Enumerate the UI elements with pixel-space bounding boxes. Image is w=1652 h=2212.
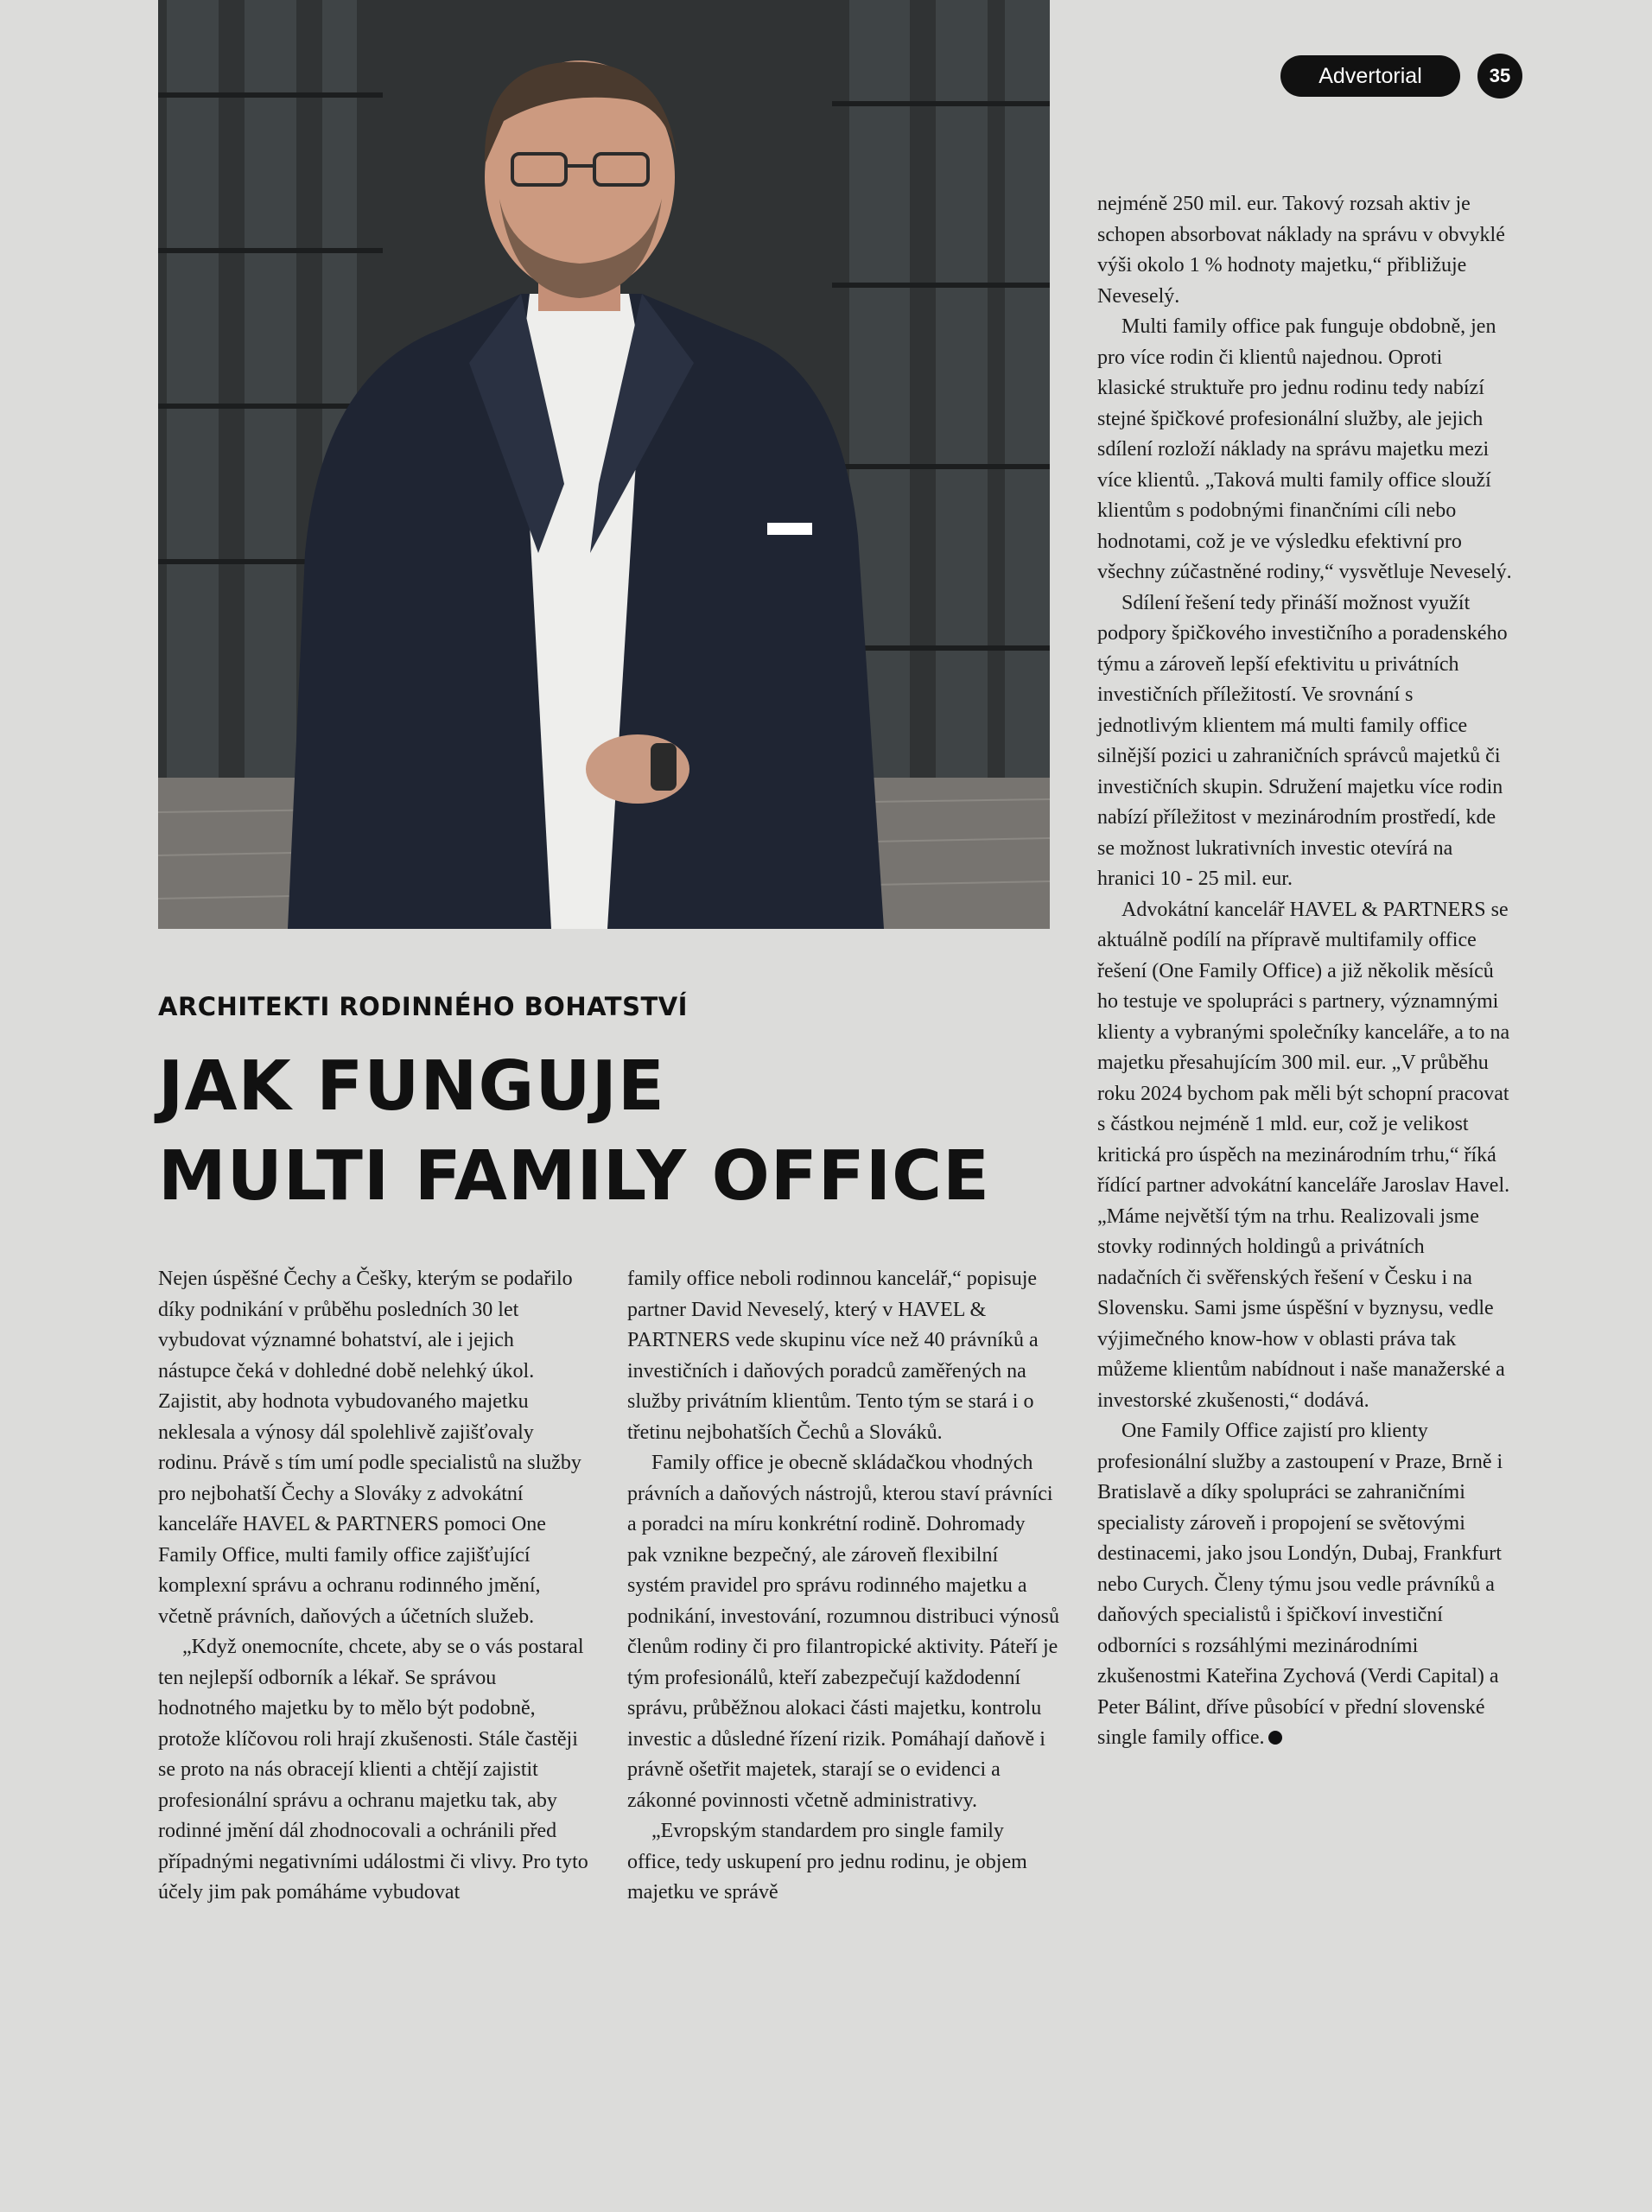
text-column-1 [158,1264,590,1909]
advertorial-badge: Advertorial [1280,55,1460,97]
portrait-photo [158,0,1050,929]
paragraph: Advokátní kancelář HAVEL & PARTNERS se aktuálně podílí na přípravě multifamily office řešení (One Family Office) a již několik měsíců ho testuje ve spolupráci s partnery, významnými klienty a vybranými společníky kanceláře, a to na majetku přesahujícím 300 mil. eur. „V průběhu roku 2024 bychom pak měli být schopní pracovat s částkou nejméně 1 mld. eur, což je velikost kritická pro úspěch na mezinárodním trhu,“ říká řídící partner advokátní kanceláře Jaroslav Havel. „Máme největší tým na trhu. Realizovali jsme stovky rodinných holdingů a privátních nadačních či svěřenských řešení v Česku i na Slovensku. Sami jsme úspěšní v byznysu, vedle výjimečného know-how v oblasti práva tak můžeme klientům nabídnout i naše manažerské a investorské zkušenosti,“ dodává. [1097,898,1510,1412]
headline-line-2: MULTI FAMILY OFFICE [158,1136,991,1216]
paragraph: Nejen úspěšné Čechy a Češky, kterým se podařilo díky podnikání v průběhu posledních 30 let vybudovat významné bohatství, ale i jejich nástupce čeká v dohledné době nelehký úkol. Zajistit, aby hodnota vybudovaného majetku neklesala a výnosy dál spolehlivě zajišťovaly rodinu. Právě s tím umí podle specialistů na služby pro nejbohatší Čechy a Slováky z advokátní kanceláře HAVEL & PARTNERS pomoci One Family Office, multi family office zajišťující komplexní správu a ochranu rodinného jmění, včetně právních, daňových a účetních služeb. [158,1268,581,1628]
article-kicker: ARCHITEKTI RODINNÉHO BOHATSTVÍ [158,992,688,1021]
last-paragraph [1097,1416,1512,1754]
text-column-3 [1097,189,1512,1754]
text-column-2 [627,1264,1059,1909]
headline-line-1: JAK FUNGUJE [158,1046,665,1126]
page-number: 35 [1477,54,1522,99]
paragraph: family office neboli rodinnou kancelář,“ popisuje partner David Neveselý, který v HAVEL & PARTNERS vede skupinu více než 40 právníků a investičních i daňových poradců zaměřených na služby privátním klientům. Tento tým se stará i o třetinu nejbohatších Čechů a Slováků. [627,1268,1039,1444]
paragraph: „Evropským standardem pro single family office, tedy uskupení pro jednu rodinu, je objem majetku ve správě [627,1820,1027,1904]
portrait-illustration [158,0,1050,929]
paragraph-text: One Family Office zajistí pro klienty profesionální služby a zastoupení v Praze, Brně i Bratislavě a díky spolupráci se zahraničními specialisty zároveň i propojení se světovými destinacemi, jako jsou Londýn, Dubaj, Frankfurt nebo Curych. Členy týmu jsou vedle právníků a daňových specialistů i špičkoví investiční odborníci s rozsáhlými mezinárodními zkušenostmi Kateřina Zychová (Verdi Capital) a Peter Bálint, dříve působící v přední slovenské single family office. [1097,1420,1503,1749]
paragraph: „Když onemocníte, chcete, aby se o vás postaral ten nejlepší odborník a lékař. Se správou hodnotného majetku by to mělo být podobně, protože klíčovou roli hrají zkušenosti. Stále častěji se proto na nás obracejí klienti a chtějí zajistit profesionální správu a ochranu majetku tak, aby rodinné jmění dál zhodnocovali a ochránili před případnými negativními událostmi či vlivy. Pro tyto účely jim pak pomáháme vybudovat [158,1636,588,1904]
paragraph: Sdílení řešení tedy přináší možnost využít podpory špičkového investičního a poradenského týmu a zároveň lepší efektivitu u privátních investičních příležitostí. Ve srovnání s jednotlivým klientem má multi family office silnější pozici u zahraničních správců majetků či investičních skupin. Sdružení majetku více rodin nabízí příležitost v mezinárodním prostředí, kde se možnost lukrativních investic otevírá na hranici 10 - 25 mil. eur. [1097,591,1508,890]
paragraph: Multi family office pak funguje obdobně, jen pro více rodin či klientů najednou. Oproti klasické struktuře pro jednu rodinu tedy nabízí stejné špičkové profesionální služby, ale jejich sdílení rozloží náklady na správu majetku mezi více klientů. „Taková multi family office slouží klientům s podobnými finančními cíli nebo hodnotami, což je ve výsledku efektivní pro všechny zúčastněné rodiny,“ vysvětluje Neveselý. [1097,315,1512,583]
paragraph: nejméně 250 mil. eur. Takový rozsah aktiv je schopen absorbovat náklady na správu v obvyklé výši okolo 1 % hodnoty majetku,“ přibližuje Neveselý. [1097,193,1505,308]
paragraph: Family office je obecně skládačkou vhodných právních a daňových nástrojů, kterou staví právníci a poradci na míru konkrétní rodině. Dohromady pak vznikne bezpečný, ale zároveň flexibilní systém pravidel pro správu rodinného majetku a podnikání, investování, rozumnou distribuci výnosů členům rodiny či pro filantropické aktivity. Páteří je tým profesionálů, kteří zabezpečují každodenní správu, průběžnou alokaci části majetku, kontrolu investic a důsledné řízení rizik. Pomáhají daňově i právně ošetřit majetek, starají se o evidenci a zákonné povinnosti včetně administrativy. [627,1452,1059,1812]
end-of-article-dot-icon [1268,1731,1282,1745]
article-headline [158,1041,1057,1221]
